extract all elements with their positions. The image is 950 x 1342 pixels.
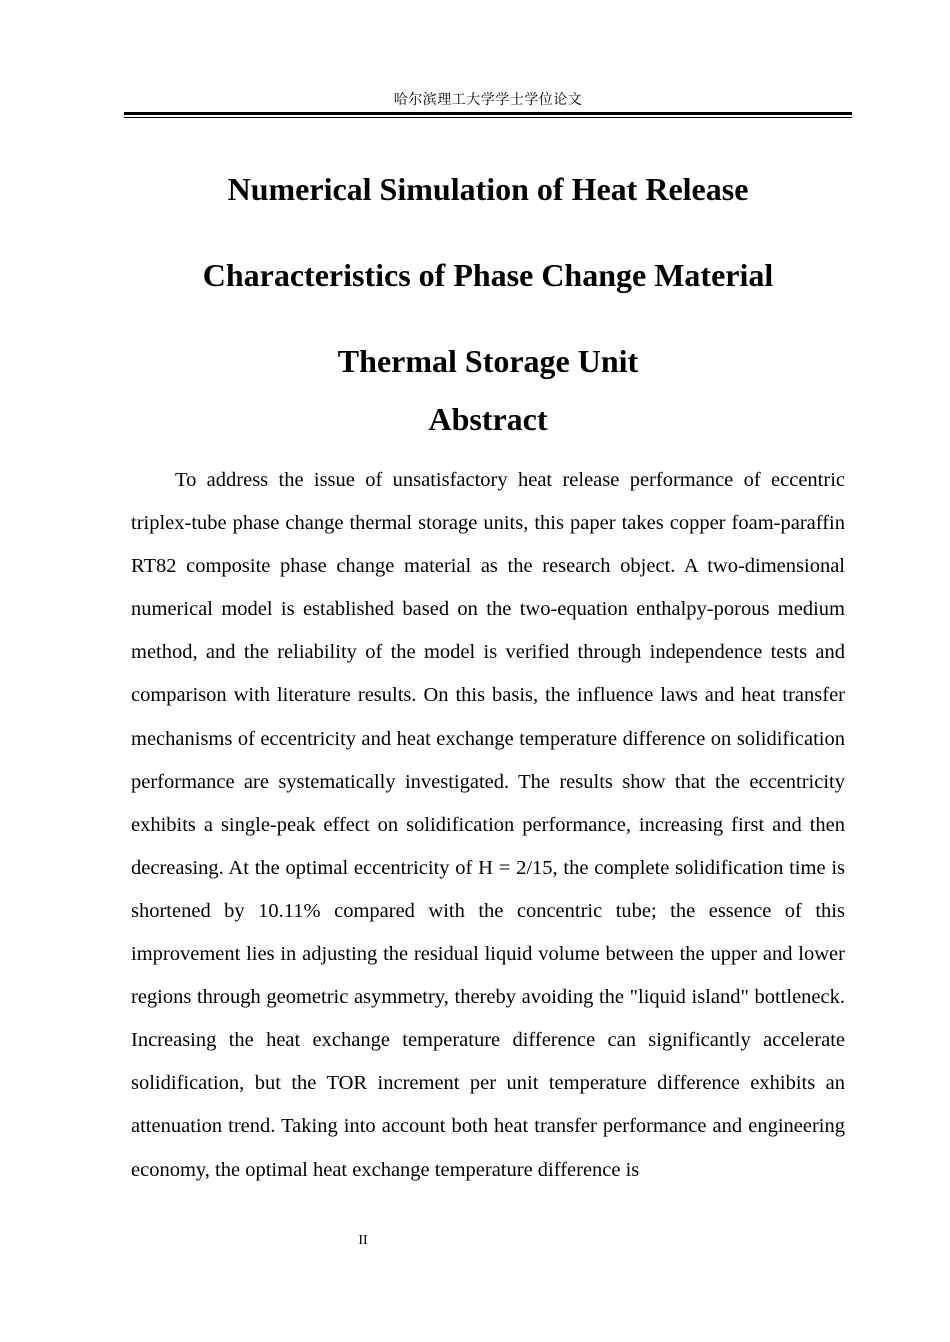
title-line-3: Thermal Storage Unit xyxy=(337,343,639,379)
thesis-title xyxy=(124,146,852,404)
header-rule-thick xyxy=(124,112,852,115)
page-number: II xyxy=(358,1233,368,1248)
abstract-heading: Abstract xyxy=(428,401,548,437)
title-line-2: Characteristics of Phase Change Material xyxy=(202,257,774,293)
header-rule-thin xyxy=(124,117,852,118)
abstract-body: To address the issue of unsatisfactory heat release performance of eccentric triplex-tube phase change thermal storage units, this paper takes copper foam-paraffin RT82 composite phase change material as the research object. A two-dimensional numerical model is established based on the two-equation enthalpy-porous medium method, and the reliability of the model is verified through independence tests and comparison with literature results. On this basis, the influence laws and heat transfer mechanisms of eccentricity and heat exchange temperature difference on solidification performance are systematically investigated. The results show that the eccentricity exhibits a single-peak effect on solidification performance, increasing first and then decreasing. At the optimal eccentricity of H = 2/15, the complete solidification time is shortened by 10.11% compared with the concentric tube; the essence of this improvement lies in adjusting the residual liquid volume between the upper and lower regions through geometric asymmetry, thereby avoiding the "liquid island" bottleneck. Increasing the heat exchange temperature difference can significantly accelerate solidification, but the TOR increment per unit temperature difference exhibits an attenuation trend. Taking into account both heat transfer performance and engineering economy, the optimal heat exchange temperature difference is xyxy=(131,469,845,1181)
title-line-1: Numerical Simulation of Heat Release xyxy=(227,171,749,207)
running-header: 哈尔滨理工大学学士学位论文 xyxy=(393,92,583,108)
